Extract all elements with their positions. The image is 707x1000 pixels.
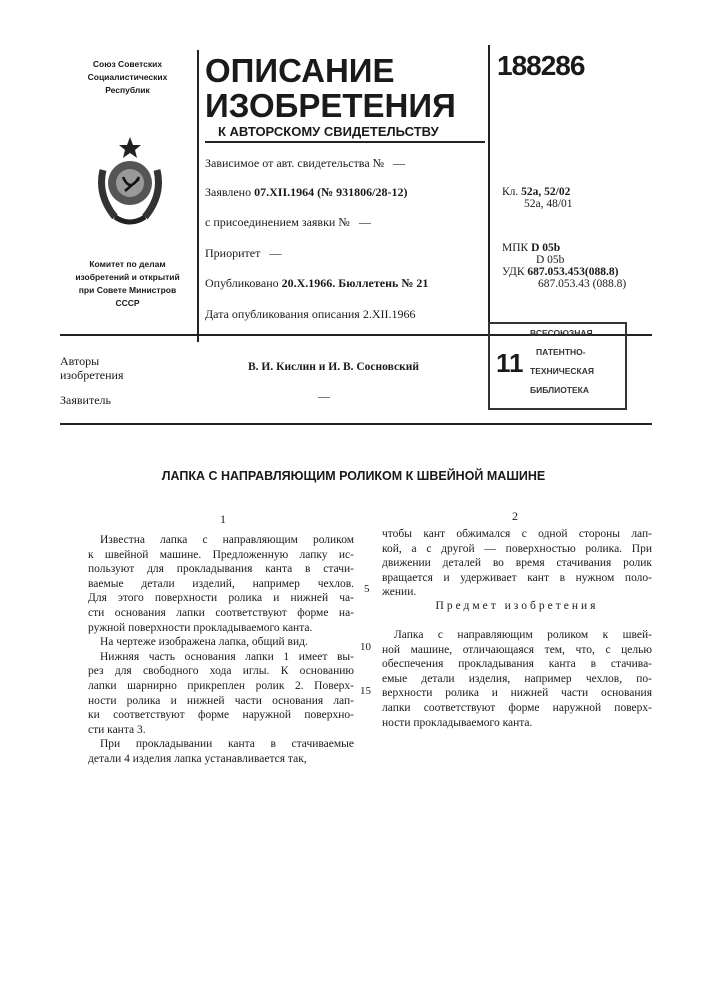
authors-label	[60, 354, 123, 382]
org-name	[60, 58, 195, 97]
field-value: 20.X.1966. Бюллетень № 21	[282, 276, 429, 290]
divider	[205, 141, 485, 143]
text-line: пользуют для прокладывания канта в стачи-	[88, 562, 354, 577]
stamp-line: ТЕХНИЧЕСКАЯ	[530, 366, 594, 376]
field-label: с присоединением заявки №	[205, 215, 350, 229]
kl-value: 52а, 48/01	[502, 198, 573, 210]
patent-number: 188286	[497, 50, 584, 82]
subtitle: К АВТОРСКОМУ СВИДЕТЕЛЬСТВУ	[218, 125, 439, 139]
text-line: Для этого поверхности ролика и нижней ча-	[88, 591, 354, 606]
text-line: вращается и удерживает кант в нужном поло-	[382, 571, 652, 586]
stamp-line: БИБЛИОТЕКА	[530, 385, 589, 395]
divider	[488, 45, 490, 325]
column-right	[382, 527, 652, 600]
text-line: рез для свободного хода иглы. К основанию	[88, 664, 354, 679]
text-line: сти основания лапки соответствуют форме на-	[88, 606, 354, 621]
text-line: сти канта 3.	[88, 723, 354, 738]
divider	[60, 423, 652, 425]
udk-value: 687.053.43 (088.8)	[502, 278, 626, 290]
line-number: 10	[360, 641, 371, 653]
field-value: —	[269, 246, 281, 260]
class-mpk	[502, 242, 626, 290]
text-line: жении.	[382, 585, 652, 600]
divider	[197, 50, 199, 342]
text-line: к швейной машине. Предложенную лапку ис-	[88, 548, 354, 563]
field-published	[205, 276, 428, 291]
field-value: —	[393, 156, 405, 170]
patent-page	[0, 0, 707, 1000]
column-number: 2	[512, 509, 518, 524]
stamp-line: ВСЕСОЮЗНАЯ	[530, 328, 593, 338]
mpk-label: МПК	[502, 242, 528, 254]
authors-label-line: Авторы	[60, 354, 123, 368]
line-number: 15	[360, 685, 371, 697]
field-label: Приоритет	[205, 246, 260, 260]
text-line: ности прокладываемого канта.	[382, 716, 652, 731]
mpk-value: D 05b	[531, 242, 560, 254]
text-line: ности ролика и нижней части основания лап-	[88, 694, 354, 709]
column-left	[88, 533, 354, 767]
udk-label: УДК	[502, 266, 525, 278]
text-line: ваемые детали изделий, например чехлов.	[88, 577, 354, 592]
class-kl	[502, 186, 573, 210]
field-value: 2.XII.1966	[363, 307, 416, 321]
udk-value: 687.053.453(088.8)	[527, 266, 618, 278]
field-value: —	[359, 215, 371, 229]
field-label: Заявлено	[205, 185, 251, 199]
field-label: Дата опубликования описания	[205, 307, 360, 321]
field-joined	[205, 215, 371, 230]
stamp-number: 11	[496, 348, 524, 379]
stamp-line: ПАТЕНТНО-	[536, 347, 586, 357]
authors-label-line: изобретения	[60, 368, 123, 382]
text-line: Лапка с направляющим роликом к швей-	[382, 628, 652, 643]
field-filed	[205, 185, 408, 200]
text-line: ружной поверхности прокладываемого канта.	[88, 621, 354, 636]
org-line: Социалистических	[60, 71, 195, 84]
field-value: 07.XII.1964 (№ 931806/28-12)	[254, 185, 407, 199]
text-line: лапки шарнирно прикреплен ролик 2. Поверх-	[88, 679, 354, 694]
field-dependent	[205, 156, 405, 171]
authors-names: В. И. Кислин и И. В. Сосновский	[248, 361, 419, 373]
org-line: Союз Советских	[60, 58, 195, 71]
text-line: Известна лапка с направляющим роликом	[88, 533, 354, 548]
mpk-value: D 05b	[502, 254, 626, 266]
text-line: движении деталей во время стачивания ролик	[382, 556, 652, 571]
ussr-emblem-icon	[95, 135, 165, 230]
field-priority	[205, 246, 281, 261]
applicant-value: —	[318, 389, 330, 404]
field-label: Зависимое от авт. свидетельства №	[205, 156, 384, 170]
committee-line: при Совете Министров	[60, 284, 195, 297]
text-line: ной машине, отличающаяся тем, что, с целью	[382, 643, 652, 658]
column-number: 1	[220, 512, 226, 527]
document-title: ЛАПКА С НАПРАВЛЯЮЩИМ РОЛИКОМ К ШВЕЙНОЙ МАШИНЕ	[0, 469, 707, 483]
committee-line: Комитет по делам	[60, 258, 195, 271]
kl-value: 52а, 52/02	[521, 186, 570, 198]
claims-heading: Предмет изобретения	[382, 600, 652, 612]
title-line-1: ОПИСАНИЕ	[205, 54, 483, 88]
org-line: Республик	[60, 84, 195, 97]
text-line: ки соответствуют форме наружной поверхно-	[88, 708, 354, 723]
text-line: Нижняя часть основания лапки 1 имеет вы-	[88, 650, 354, 665]
library-stamp	[488, 322, 627, 410]
committee-line: СССР	[60, 297, 195, 310]
text-line: кой, а с другой — поверхностью ролика. При	[382, 542, 652, 557]
text-line: лапки соответствуют форме наружной поверх-	[382, 701, 652, 716]
text-line: емые детали изделия, например чехлов, по-	[382, 672, 652, 687]
title-line-2: ИЗОБРЕТЕНИЯ	[205, 89, 483, 123]
line-number: 5	[364, 583, 370, 595]
text-line: чтобы кант обжимался с одной стороны лап-	[382, 527, 652, 542]
applicant-label: Заявитель	[60, 393, 111, 408]
field-label: Опубликовано	[205, 276, 279, 290]
text-line: детали 4 изделия лапка устанавливается так,	[88, 752, 354, 767]
committee-line: изобретений и открытий	[60, 271, 195, 284]
field-desc-date	[205, 307, 416, 322]
text-line: На чертеже изображена лапка, общий вид.	[88, 635, 354, 650]
text-line: При прокладывании канта в стачиваемые	[88, 737, 354, 752]
committee-name	[60, 258, 195, 310]
claims-text	[382, 628, 652, 730]
kl-label: Кл.	[502, 186, 518, 198]
text-line: верхности ролика и нижней части основания	[382, 686, 652, 701]
text-line: обеспечения прокладывания канта в стачива-	[382, 657, 652, 672]
